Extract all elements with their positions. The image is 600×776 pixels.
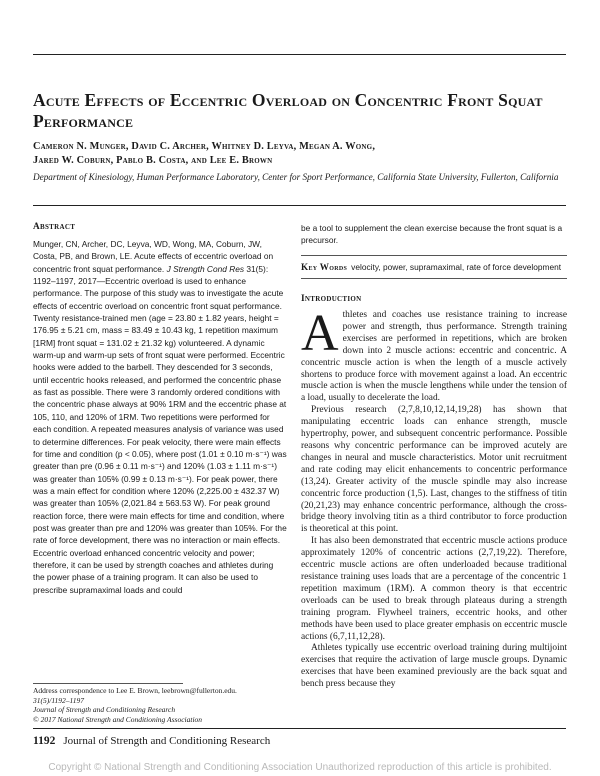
header-divider xyxy=(33,205,566,206)
abstract-body xyxy=(33,238,287,596)
copyright-notice: Copyright © National Strength and Conditioning Association Unauthorized reproduction of this article is prohibited. xyxy=(48,762,552,773)
abstract-heading: Abstract xyxy=(33,222,76,232)
key-words-box xyxy=(301,255,567,279)
authors-line-1: Cameron N. Munger, David C. Archer, Whitney D. Leyva, Megan A. Wong, xyxy=(33,141,376,152)
page-footer xyxy=(33,734,563,748)
abstract-citation-authors: Munger, CN, Archer, DC, Leyva, WD, Wong, MA, Coburn, JW, Costa, PB, and Brown, LE. Acute effects of eccentric overload on concentric front squat performance. xyxy=(33,239,274,274)
affiliation: Department of Kinesiology, Human Performance Laboratory, Center for Sport Performance, California State University, Fullerton, California xyxy=(33,172,559,182)
right-column xyxy=(301,222,567,691)
correspondence-line: Address correspondence to Lee E. Brown, leebrown@fullerton.edu. xyxy=(33,686,237,695)
intro-paragraph-4: Athletes typically use eccentric overload training during multijoint exercises that require the activation of large muscle groups. Dynamic exercises that have been examined previously are the back squat and bench press because they xyxy=(301,643,567,690)
top-rule xyxy=(33,54,566,55)
article-title: Acute Effects of Eccentric Overload on Concentric Front Squat Performance xyxy=(33,90,543,131)
footnote-rule xyxy=(33,683,183,684)
footer-rule xyxy=(33,728,566,729)
abstract-text: 31(5): 1192–1197, 2017—Eccentric overload is used to enhance performance. The purpose of this study was to investigate the acute effects of eccentric overload on concentric front squat performance. Twenty resistance-trained men (age = 23.80 ± 1.82 years, height = 176.95 ± 5.21 cm, mass = 83.49 ± 10.43 kg, 1 repetition maximum [1RM] front squat = 131.02 ± 21.32 kg) volunteered. A dynamic warm-up and warm-up sets of front squat were performed. Eccentric hooks were added to the barbell. They descended for 3 seconds, until eccentric hooks released, and performed the concentric phase as fast as possible. There were 3 randomly ordered conditions with the concentric phase always at 90% 1RM and the eccentric phase at 105, 110, and 120% of 1RM. Two repetitions were performed for each condition. A repeated measures analysis of variance was used to determine differences. For peak velocity, there were main effects for time and condition (p < 0.05), where post (1.01 ± 0.10 m·s⁻¹) was greater than pre (0.96 ± 0.11 m·s⁻¹) and 120% (1.03 ± 1.11 m·s⁻¹) was greater than 105% (0.99 ± 0.13 m·s⁻¹). For peak power, there was a main effect for condition where 120% (2,225.00 ± 432.37 W) was greater than 105% (2,021.84 ± 563.53 W). For peak ground reaction force, there were main effects for time and condition, where post was greater than pre and 120% was greater than 105%. For the rate of force development, there was no interaction or main effects. Eccentric overload enhanced concentric velocity and power; therefore, it can be used by strength coaches and athletes during the power phase of a training program. It can also be used to prescribe supramaximal loads and could xyxy=(33,263,287,595)
footer-journal-name: Journal of Strength and Conditioning Research xyxy=(63,735,271,747)
intro-paragraph-3: It has also been demonstrated that eccentric muscle actions produce approximately 120% of concentric actions (2,7,19,22). Therefore, eccentric muscle actions are often underloaded because traditional resistance training uses loads that are a percentage of the concentric 1 repetition maximum (1RM). A common theory is that eccentric overloads can be used to break through plateaus during a strength training program. Flywheel trainers, eccentric hooks, and other methods have been used to place greater emphasis on eccentric muscle actions (6,7,11,12,28). xyxy=(301,536,567,642)
intro-paragraph-1 xyxy=(301,305,567,405)
key-words-text: velocity, power, supramaximal, rate of force development xyxy=(351,261,562,272)
introduction-heading: Introduction xyxy=(301,294,362,305)
left-column xyxy=(33,222,287,596)
key-words-label: Key Words xyxy=(301,261,348,272)
drop-cap: A xyxy=(301,305,339,363)
intro-paragraph-1-text: thletes and coaches use resistance training to increase power and strength, thus performance. Strength training exercises are performed in repetitions, which are broken down into 2 muscle actions: eccentric and concentric. A concentric muscle action is when the length of a muscle actively shortens to produce force with movement against a load. An eccentric muscle action is when the muscle lengthens while under the tension of a load, usually to decelerate the load. xyxy=(301,310,567,404)
volume-line: 31(5)/1192–1197 xyxy=(33,695,84,705)
footnote-copyright: © 2017 National Strength and Conditioning Association xyxy=(33,714,203,724)
page-number: 1192 xyxy=(33,735,56,747)
authors-line-2: Jared W. Coburn, Pablo B. Costa, and Lee E. Brown xyxy=(33,155,273,166)
author-list xyxy=(33,140,553,168)
abstract-continued: be a tool to supplement the clean exercise because the front squat is a precursor. xyxy=(301,223,563,246)
footnote-journal: Journal of Strength and Conditioning Research xyxy=(33,705,176,715)
footnote xyxy=(33,686,293,724)
abstract-citation-journal: J Strength Cond Res xyxy=(166,263,245,274)
intro-paragraph-2: Previous research (2,7,8,10,12,14,19,28) has shown that manipulating eccentric loads can enhance strength, muscle hypertrophy, power, and subsequent concentric performance. Possible reasons why concentric performance can be improved acutely are changes in neural and muscle characteristics. Motor unit recruitment and rate coding may elicit enhancements to concentric performance (13,24). Greater activity of the muscle spindle may also increase concentric force production (1,5). Last, changes to the stiffness of titin (20,21,23) may enhance concentric performance, although the cross-bridge theory involving titin as a third contributor to force production is theoretical at this point. xyxy=(301,405,567,535)
